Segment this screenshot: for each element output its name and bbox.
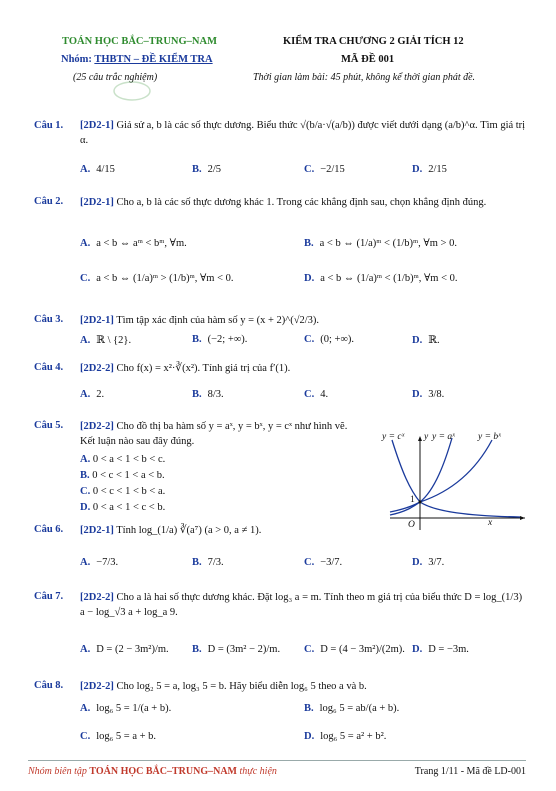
q1-opt-c[interactable]: C. −2/15 <box>304 164 345 175</box>
y-axis-arrow-icon <box>418 436 422 441</box>
q5-opt-b[interactable]: B. 0 < c < 1 < a < b. <box>80 470 165 481</box>
q4-stem: Cho f(x) = x²·∛(x²). Tính giá trị của f′(1). <box>116 363 291 374</box>
footer-brand: TOÁN HỌC BẮC–TRUNG–NAM <box>89 766 237 777</box>
q4-opt-c[interactable]: C. 4. <box>304 389 329 400</box>
q7-opt-c[interactable]: C. D = (4 − 3m²)/(2m). <box>304 644 405 655</box>
curve-a <box>390 438 452 515</box>
q3-tag: [2D2-1] <box>80 315 114 326</box>
q2-tag: [2D2-1] <box>80 197 114 208</box>
label-one: 1 <box>410 495 415 505</box>
q1-tag: [2D2-1] <box>80 120 114 131</box>
q8-tag: [2D2-2] <box>80 681 114 692</box>
q5-opt-c[interactable]: C. 0 < c < 1 < b < a. <box>80 486 166 497</box>
subtitle: (25 câu trắc nghiệm) <box>73 72 158 83</box>
group-line <box>61 54 213 65</box>
q8-opt-a[interactable]: A. log₆ 5 = 1/(a + b). <box>80 703 172 714</box>
q4-text <box>80 361 526 376</box>
logo-watermark <box>112 80 152 102</box>
exam-code: MÃ ĐỀ 001 <box>341 54 395 65</box>
group-name[interactable]: THBTN – ĐỀ KIỂM TRA <box>94 54 213 65</box>
q3-opt-a[interactable]: A. ℝ \ {2}. <box>80 335 132 346</box>
time-note: Thời gian làm bài: 45 phút, không kể thời gian phát đề. <box>253 72 476 83</box>
q1-text <box>80 118 526 148</box>
q5-opt-d[interactable]: D. 0 < a < 1 < c < b. <box>80 502 166 513</box>
q2-text <box>80 195 526 210</box>
exam-title: KIỂM TRA CHƯƠNG 2 GIẢI TÍCH 12 <box>283 36 464 47</box>
q5-opt-a[interactable]: A. 0 < a < 1 < b < c. <box>80 454 166 465</box>
q5-text <box>80 419 365 449</box>
q6-opt-c[interactable]: C. −3/7. <box>304 557 343 568</box>
q2-opt-d[interactable]: D. a < b ⇔ (1/a)ᵐ < (1/b)ᵐ, ∀m < 0. <box>304 273 458 284</box>
q3-text <box>80 313 526 328</box>
q8-opt-b[interactable]: B. log₆ 5 = ab/(a + b). <box>304 703 400 714</box>
q4-tag: [2D2-2] <box>80 363 114 374</box>
q2-opt-a[interactable]: A. a < b ⇔ aᵐ < bᵐ, ∀m. <box>80 238 187 249</box>
group-label: Nhóm: <box>61 54 92 65</box>
q6-stem: Tính log_(1/a) ∛(a⁷) (a > 0, a ≠ 1). <box>116 525 262 536</box>
footer-divider <box>28 760 526 761</box>
q4-opt-d[interactable]: D. 3/8. <box>412 389 445 400</box>
q6-opt-b[interactable]: B. 7/3. <box>192 557 224 568</box>
q3-stem: Tìm tập xác định của hàm số y = (x + 2)^(√2/3). <box>116 315 320 326</box>
q8-opt-c[interactable]: C. log₆ 5 = a + b. <box>80 731 157 742</box>
q6-text <box>80 523 365 538</box>
q5-tag: [2D2-2] <box>80 421 114 432</box>
point-1 <box>419 501 422 504</box>
q3-opt-b[interactable]: B. (−2; +∞). <box>192 334 248 345</box>
q4-number: Câu 4. <box>34 362 64 373</box>
label-origin: O <box>408 520 415 530</box>
q2-number: Câu 2. <box>34 196 64 207</box>
q7-opt-a[interactable]: A. D = (2 − 3m²)/m. <box>80 644 169 655</box>
brand-title: TOÁN HỌC BẮC–TRUNG–NAM <box>62 36 217 47</box>
q1-opt-a[interactable]: A. 4/15 <box>80 164 115 175</box>
q6-number: Câu 6. <box>34 524 64 535</box>
page-number: Trang 1/11 - Mã đề LD-001 <box>414 766 526 777</box>
q6-opt-a[interactable]: A. −7/3. <box>80 557 119 568</box>
label-bx: y = bˣ <box>478 432 501 442</box>
q6-tag: [2D2-1] <box>80 525 114 536</box>
footer <box>28 766 526 777</box>
q6-opt-d[interactable]: D. 3/7. <box>412 557 445 568</box>
footer-suffix: thực hiện <box>239 766 277 777</box>
q2-opt-b[interactable]: B. a < b ⇔ (1/a)ᵐ < (1/b)ᵐ, ∀m > 0. <box>304 238 457 249</box>
q7-stem: Cho a là hai số thực dương khác. Đặt log₃ a = m. Tính theo m giá trị của biểu thức D = log_(1/3) a − log_√3 a + log_a 9. <box>80 592 523 618</box>
q1-number: Câu 1. <box>34 120 64 131</box>
q7-text <box>80 590 526 620</box>
q7-tag: [2D2-2] <box>80 592 114 603</box>
q3-opt-d[interactable]: D. ℝ. <box>412 335 440 346</box>
q8-text <box>80 679 526 694</box>
q8-number: Câu 8. <box>34 680 64 691</box>
label-y: y <box>424 432 429 442</box>
label-x: x <box>488 518 493 528</box>
q5-stem: Cho đồ thị ba hàm số y = aˣ, y = bˣ, y = cˣ như hình vẽ. Kết luận nào sau đây đúng. <box>80 421 348 447</box>
q4-opt-b[interactable]: B. 8/3. <box>192 389 224 400</box>
q5-graph <box>380 432 530 532</box>
q3-opt-c[interactable]: C. (0; +∞). <box>304 334 355 345</box>
x-axis-arrow-icon <box>520 516 525 520</box>
q1-opt-d[interactable]: D. 2/15 <box>412 164 447 175</box>
q7-opt-d[interactable]: D. D = −3m. <box>412 644 469 655</box>
label-ax: y = aˣ <box>432 432 455 442</box>
footer-tap: tập <box>74 766 87 777</box>
q8-stem: Cho log₂ 5 = a, log₃ 5 = b. Hãy biểu diễn log₆ 5 theo a và b. <box>116 681 367 692</box>
q8-opt-d[interactable]: D. log₆ 5 = a² + b². <box>304 731 387 742</box>
q2-opt-c[interactable]: C. a < b ⇔ (1/a)ᵐ > (1/b)ᵐ, ∀m < 0. <box>80 273 234 284</box>
q7-opt-b[interactable]: B. D = (3m² − 2)/m. <box>192 644 281 655</box>
label-cx: y = cˣ <box>382 432 405 442</box>
q3-number: Câu 3. <box>34 314 64 325</box>
q4-opt-a[interactable]: A. 2. <box>80 389 105 400</box>
q2-stem: Cho a, b là các số thực dương khác 1. Trong các khẳng định sau, chọn khẳng định đúng. <box>116 197 487 208</box>
q1-stem: Giả sử a, b là các số thực dương. Biểu thức √(b/a·√(a/b)) được viết dưới dạng (a/b)^α. Tìm giá trị α. <box>80 120 526 146</box>
q7-number: Câu 7. <box>34 591 64 602</box>
footer-prefix: Nhóm biên <box>28 766 72 777</box>
q1-opt-b[interactable]: B. 2/5 <box>192 164 222 175</box>
q5-number: Câu 5. <box>34 420 64 431</box>
